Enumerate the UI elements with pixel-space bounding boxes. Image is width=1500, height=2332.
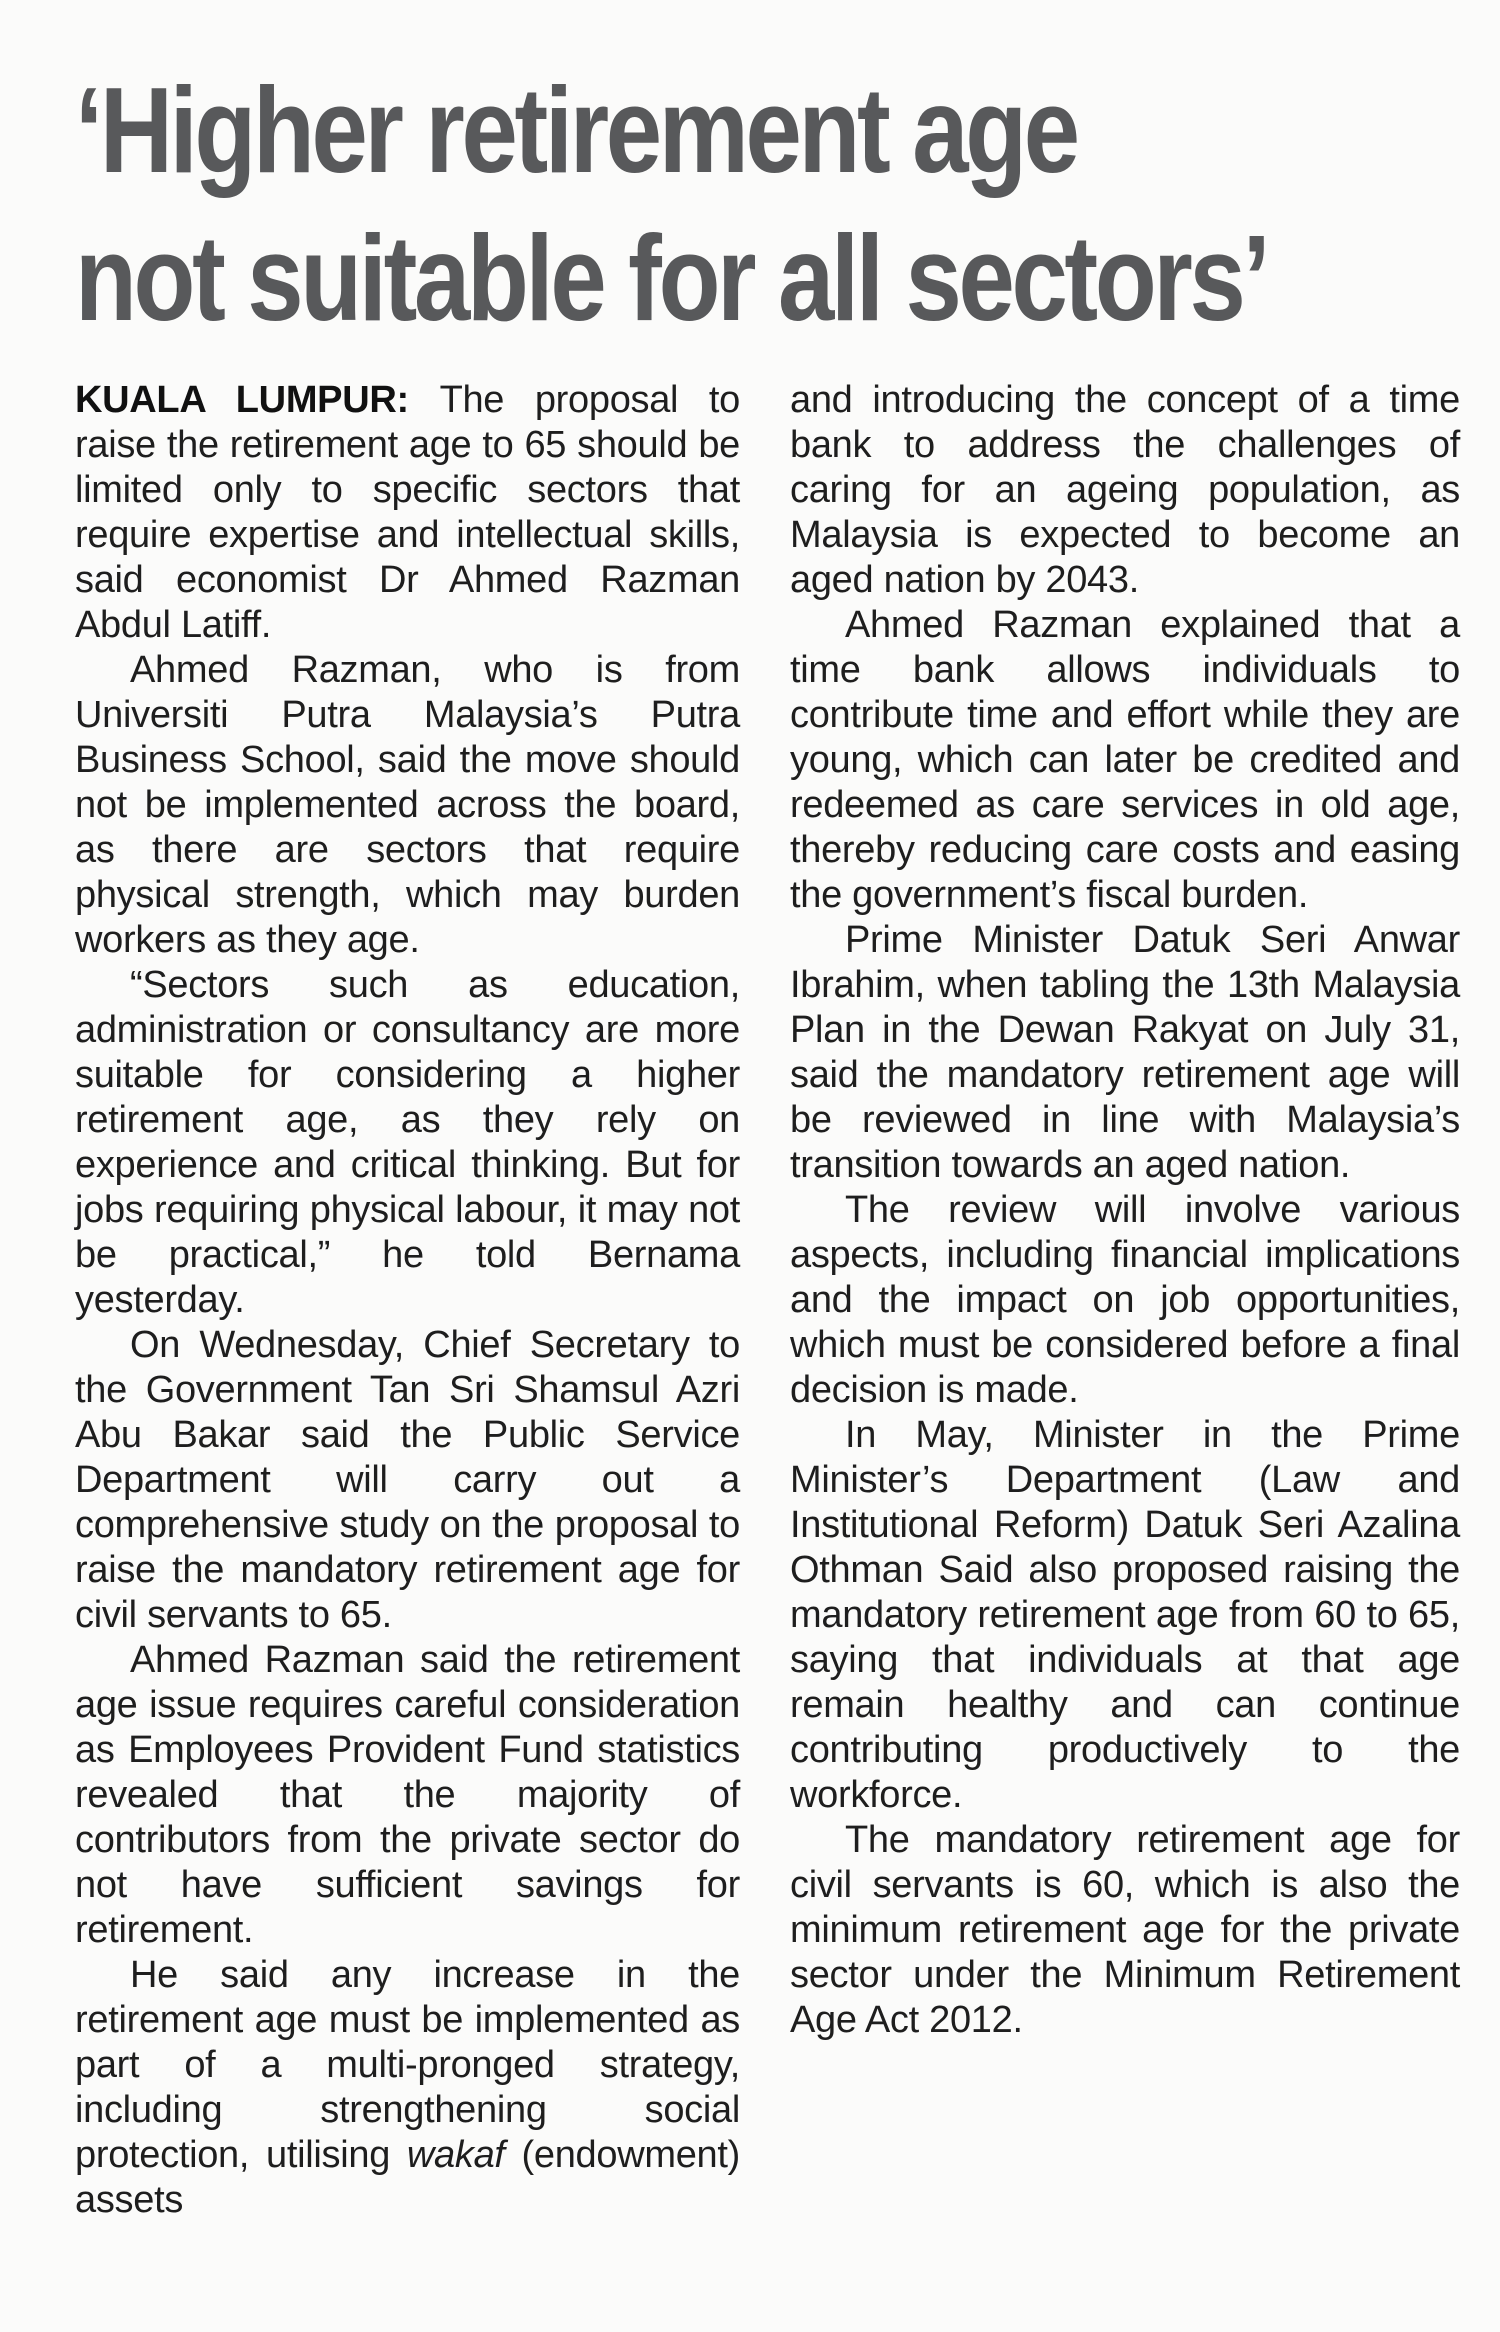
headline-line-1: ‘Higher retirement age [75, 62, 1077, 198]
paragraph: Ahmed Razman said the retirement age issue requires careful consideration as Employees Provident Fund statistics revealed that the majority of contributors from the private sector do not have sufficient savings for retirement. [75, 1639, 740, 1951]
paragraph-text: (endowment) assets [75, 2134, 740, 2221]
paragraph-continuation: and introducing the concept of a time bank to address the challenges of caring for an ageing population, as Malaysia is expected to become an aged nation by 2043. [790, 379, 1460, 601]
column-right [790, 378, 1460, 2223]
paragraph: In May, Minister in the Prime Minister’s Department (Law and Institutional Reform) Datuk Seri Azalina Othman Said also proposed raising the mandatory retirement age from 60 to 65, saying that individuals at that age remain healthy and can continue contributing productively to the workforce. [790, 1414, 1460, 1816]
column-left [75, 378, 740, 2223]
paragraph: The review will involve various aspects, including financial implications and the impact on job opportunities, which must be considered before a final decision is made. [790, 1189, 1460, 1411]
headline-line-2: not suitable for all sectors’ [75, 210, 1268, 346]
article-body [0, 378, 1500, 2223]
dateline: KUALA LUMPUR: [75, 379, 440, 421]
paragraph: Ahmed Razman explained that a time bank allows individuals to contribute time and effort while they are young, which can later be credited and redeemed as care services in old age, thereby reducing care costs and easing the government’s fiscal burden. [790, 604, 1460, 916]
paragraph [75, 1953, 740, 2223]
italic-term: wakaf [406, 2134, 505, 2176]
paragraph: The mandatory retirement age for civil servants is 60, which is also the minimum retirement age for the private sector under the Minimum Retirement Age Act 2012. [790, 1819, 1460, 2041]
article-headline [75, 56, 1268, 352]
paragraph-text: The proposal to raise the retirement age to 65 should be limited only to specific sectors that require expertise and intellectual skills, said economist Dr Ahmed Razman Abdul Latiff. [75, 379, 740, 646]
paragraph-lead [75, 378, 740, 648]
paragraph: Prime Minister Datuk Seri Anwar Ibrahim, when tabling the 13th Malaysia Plan in the Dewan Rakyat on July 31, said the mandatory retirement age will be reviewed in line with Malaysia’s transition towards an aged nation. [790, 919, 1460, 1186]
paragraph: On Wednesday, Chief Secretary to the Government Tan Sri Shamsul Azri Abu Bakar said the Public Service Department will carry out a comprehensive study on the proposal to raise the mandatory retirement age for civil servants to 65. [75, 1324, 740, 1636]
paragraph-text: He said any increase in the retirement age must be implemented as part of a multi-pronged strategy, including strengthening social protection, utilising [75, 1954, 740, 2176]
paragraph: Ahmed Razman, who is from Universiti Putra Malaysia’s Putra Business School, said the move should not be implemented across the board, as there are sectors that require physical strength, which may burden workers as they age. [75, 649, 740, 961]
paragraph: “Sectors such as education, administration or consultancy are more suitable for considering a higher retirement age, as they rely on experience and critical thinking. But for jobs requiring physical labour, it may not be practical,” he told Bernama yesterday. [75, 964, 740, 1321]
